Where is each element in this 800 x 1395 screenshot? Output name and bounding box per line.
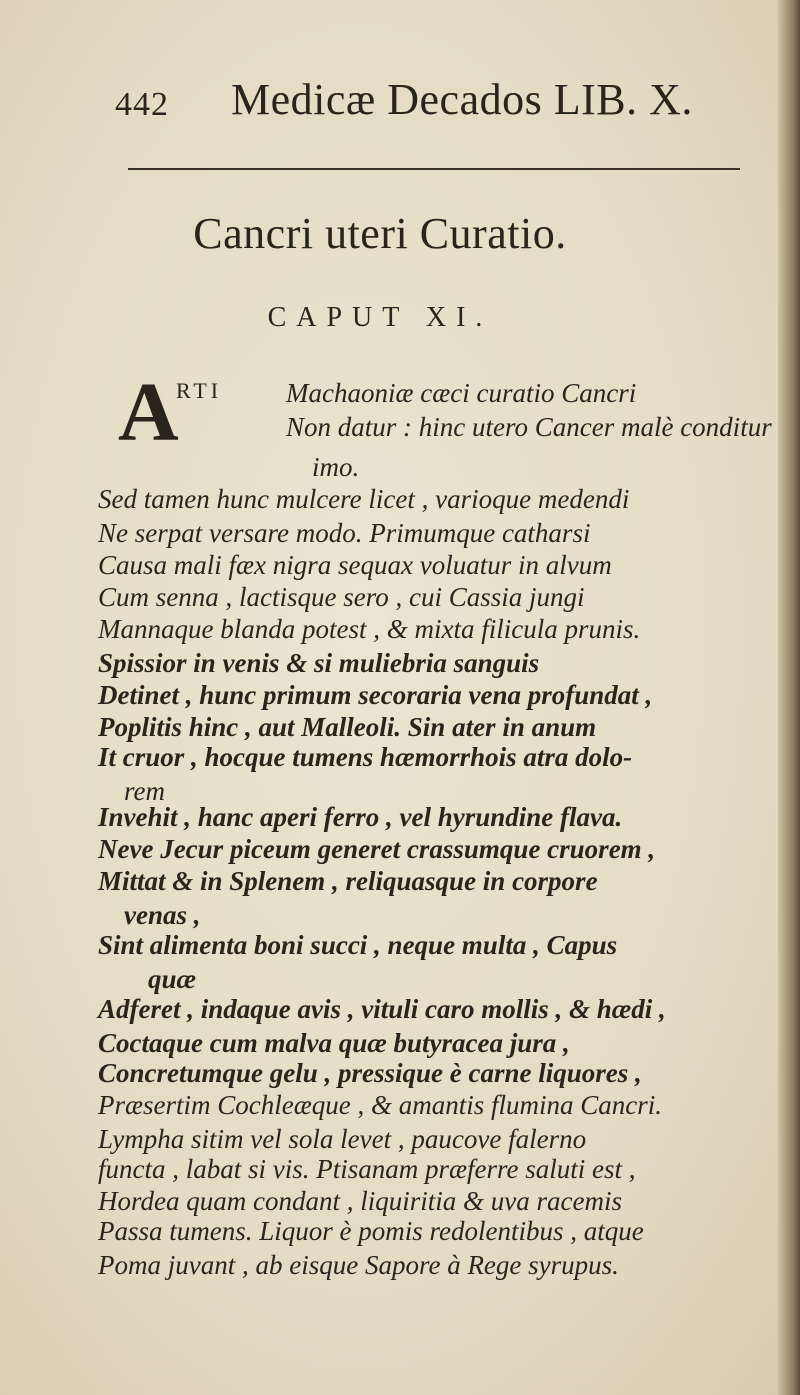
verse-line: Mittat & in Splenem , reliquasque in corpore — [98, 866, 598, 896]
verse-line: Lympha sitim vel sola levet , paucove falerno — [98, 1124, 587, 1154]
verse-line: Hordea quam condant , liquiritia & uva racemis — [98, 1186, 622, 1216]
running-title: Medicæ Decados LIB. X. — [231, 75, 693, 124]
drop-cap: A — [118, 366, 179, 459]
verse-line: Adferet , indaque avis , vituli caro mollis , & hædi , — [98, 994, 666, 1024]
verse-line: Coctaque cum malva quæ butyracea jura , — [98, 1028, 570, 1058]
opening-small-caps: RTI — [176, 378, 223, 403]
verse-line: Causa mali fæx nigra sequax voluatur in alvum — [98, 550, 612, 580]
verse-line: Cum senna , lactisque sero , cui Cassia jungi — [98, 582, 585, 612]
verse-line: Invehit , hanc aperi ferro , vel hyrundine flava. — [98, 802, 623, 832]
chapter-heading: CAPUT XI. — [267, 302, 493, 333]
verse-line: Detinet , hunc primum secoraria vena profundat , — [98, 680, 653, 710]
verse-line: It cruor , hocque tumens hæmorrhois atra dolo- — [98, 742, 633, 772]
verse-line: Spissior in venis & si muliebria sanguis — [98, 648, 540, 678]
verse-line: functa , labat si vis. Ptisanam præferre saluti est , — [98, 1154, 636, 1184]
verse-line: Poma juvant , ab eisque Sapore à Rege syrupus. — [98, 1250, 619, 1280]
verse-line: imo. — [312, 452, 360, 482]
page-gutter-shadow — [778, 0, 800, 1395]
verse-line: Passa tumens. Liquor è pomis redolentibus , atque — [98, 1216, 644, 1246]
page-number: 442 — [115, 86, 169, 123]
running-head — [115, 72, 735, 132]
verse-line: Mannaque blanda potest , & mixta filicula prunis. — [98, 614, 641, 644]
verse-line: Concretumque gelu , pressique è carne liquores , — [98, 1058, 642, 1088]
verse-line: Neve Jecur piceum generet crassumque cruorem , — [98, 834, 656, 864]
verse-line: Poplitis hinc , aut Malleoli. Sin ater in anum — [98, 712, 597, 742]
header-rule — [128, 168, 740, 170]
verse-line: Non datur : hinc utero Cancer malè conditur — [286, 412, 772, 442]
verse-line: quæ — [148, 964, 197, 994]
verse-line: Sint alimenta boni succi , neque multa , Capus — [98, 930, 618, 960]
verse-line: Machaoniæ cæci curatio Cancri — [286, 378, 637, 408]
verse-line: rem — [124, 776, 165, 806]
verse-line: Præsertim Cochleæque , & amantis flumina Cancri. — [98, 1090, 662, 1120]
section-title: Cancri uteri Curatio. — [193, 209, 567, 258]
verse-line: Sed tamen hunc mulcere licet , varioque medendi — [98, 484, 630, 514]
verse-line: Ne serpat versare modo. Primumque catharsi — [98, 518, 591, 548]
verse-line: venas , — [124, 900, 201, 930]
